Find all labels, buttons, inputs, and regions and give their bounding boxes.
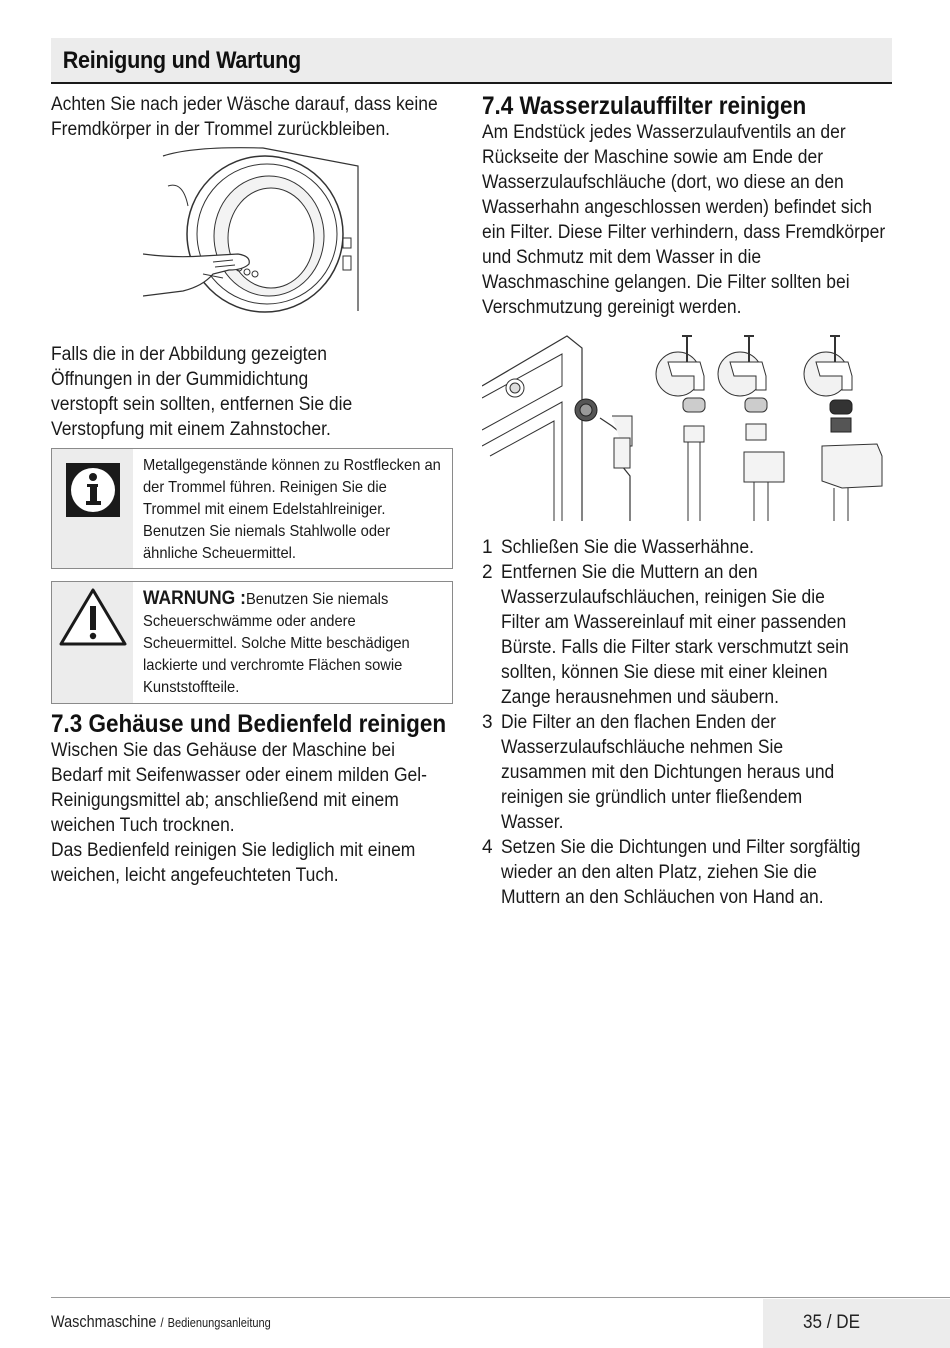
page-number: 35 / DE bbox=[803, 1312, 861, 1333]
right-column bbox=[482, 92, 894, 910]
water-filter-figure bbox=[482, 326, 894, 521]
page-header bbox=[51, 38, 892, 84]
section-73-para2: Das Bedienfeld reinigen Sie lediglich mit einem weichen, leicht angefeuchteten Tuch. bbox=[51, 840, 416, 886]
warning-box bbox=[51, 581, 453, 704]
warning-text: Benutzen Sie niemals Scheuerschwämme oder andere Scheuermittel. Solche Mitte beschädigen lackierte und verchromte Flächen sowie Kunststoffteile. bbox=[143, 591, 410, 696]
section-74-title: 7.4 Wasserzulauffilter reinigen bbox=[482, 92, 807, 120]
intro-text: Achten Sie nach jeder Wäsche darauf, dass keine Fremdkörper in der Trommel zurückbleiben. bbox=[51, 94, 438, 140]
page-title: Reinigung und Wartung bbox=[62, 47, 301, 74]
section-73-para1: Wischen Sie das Gehäuse der Maschine bei Bedarf mit Seifenwasser oder einem milden Gel-Reinigungsmittel ab; anschließend mit einem weichen Tuch trocknen. bbox=[51, 740, 427, 836]
left-column bbox=[51, 92, 453, 888]
info-box bbox=[51, 448, 453, 569]
list-item: 1 Schließen Sie die Wasserhähne. bbox=[482, 537, 754, 558]
list-item: 3 Die Filter an den flachen Enden der Wasserzulaufschläuche nehmen Sie zusammen mit den Dichtungen heraus und reinigen sie gründlich unter fließendem Wasser. bbox=[482, 712, 835, 833]
list-item: 2 Entfernen Sie die Muttern an den Wasserzulaufschläuchen, reinigen Sie die Filter am Wassereinlauf mit einer passenden Bürste. Falls die Filter stark verschmutzt sein sollten, können Sie diese mit einer kleinen Zange herausnehmen und säubern. bbox=[482, 562, 849, 708]
info-text: Metallgegenstände können zu Rostflecken an der Trommel führen. Reinigen Sie die Trommel mit einem Edelstahlreiniger. Benutzen Sie niemals Stahlwolle oder ähnliche Scheuermittel. bbox=[143, 457, 441, 562]
page-number-box bbox=[763, 1299, 950, 1348]
footer-divider bbox=[51, 1297, 950, 1298]
drum-cleaning-figure bbox=[143, 146, 393, 316]
warning-label: WARNUNG : bbox=[143, 588, 246, 609]
section-74-intro: Am Endstück jedes Wasserzulaufventils an der Rückseite der Maschine sowie am Ende der Wasserzulaufschläuche (dort, wo diese an den Wasserhahn angeschlossen werden) befindet sich ein Filter. Diese Filter verhindern, dass Fremdkörper und Schmutz mit dem Wasser in die Waschmaschine gelangen. Die Filter sollten bei Verschmutzung gereinigt werden. bbox=[482, 122, 886, 318]
section-73-title: 7.3 Gehäuse und Bedienfeld reinigen bbox=[51, 710, 447, 738]
tap-group-3 bbox=[804, 336, 882, 521]
holes-text: Falls die in der Abbildung gezeigten Öffnungen in der Gummidichtung verstopft sein sollten, entfernen Sie die Verstopfung mit einem Zahnstocher. bbox=[51, 344, 353, 440]
drum-illustration bbox=[143, 146, 393, 316]
footer-product: Waschmaschine / Bedienungsanleitung bbox=[51, 1312, 271, 1331]
tap-group-1 bbox=[656, 336, 705, 521]
warning-icon bbox=[58, 586, 128, 648]
steps-list bbox=[482, 535, 894, 910]
filter-illustration bbox=[482, 326, 894, 521]
tap-group-2 bbox=[718, 336, 784, 521]
list-item: 4 Setzen Sie die Dichtungen und Filter sorgfältig wieder an den alten Platz, ziehen Sie die Muttern an den Schläuchen von Hand an. bbox=[482, 837, 861, 908]
info-icon bbox=[64, 461, 122, 519]
